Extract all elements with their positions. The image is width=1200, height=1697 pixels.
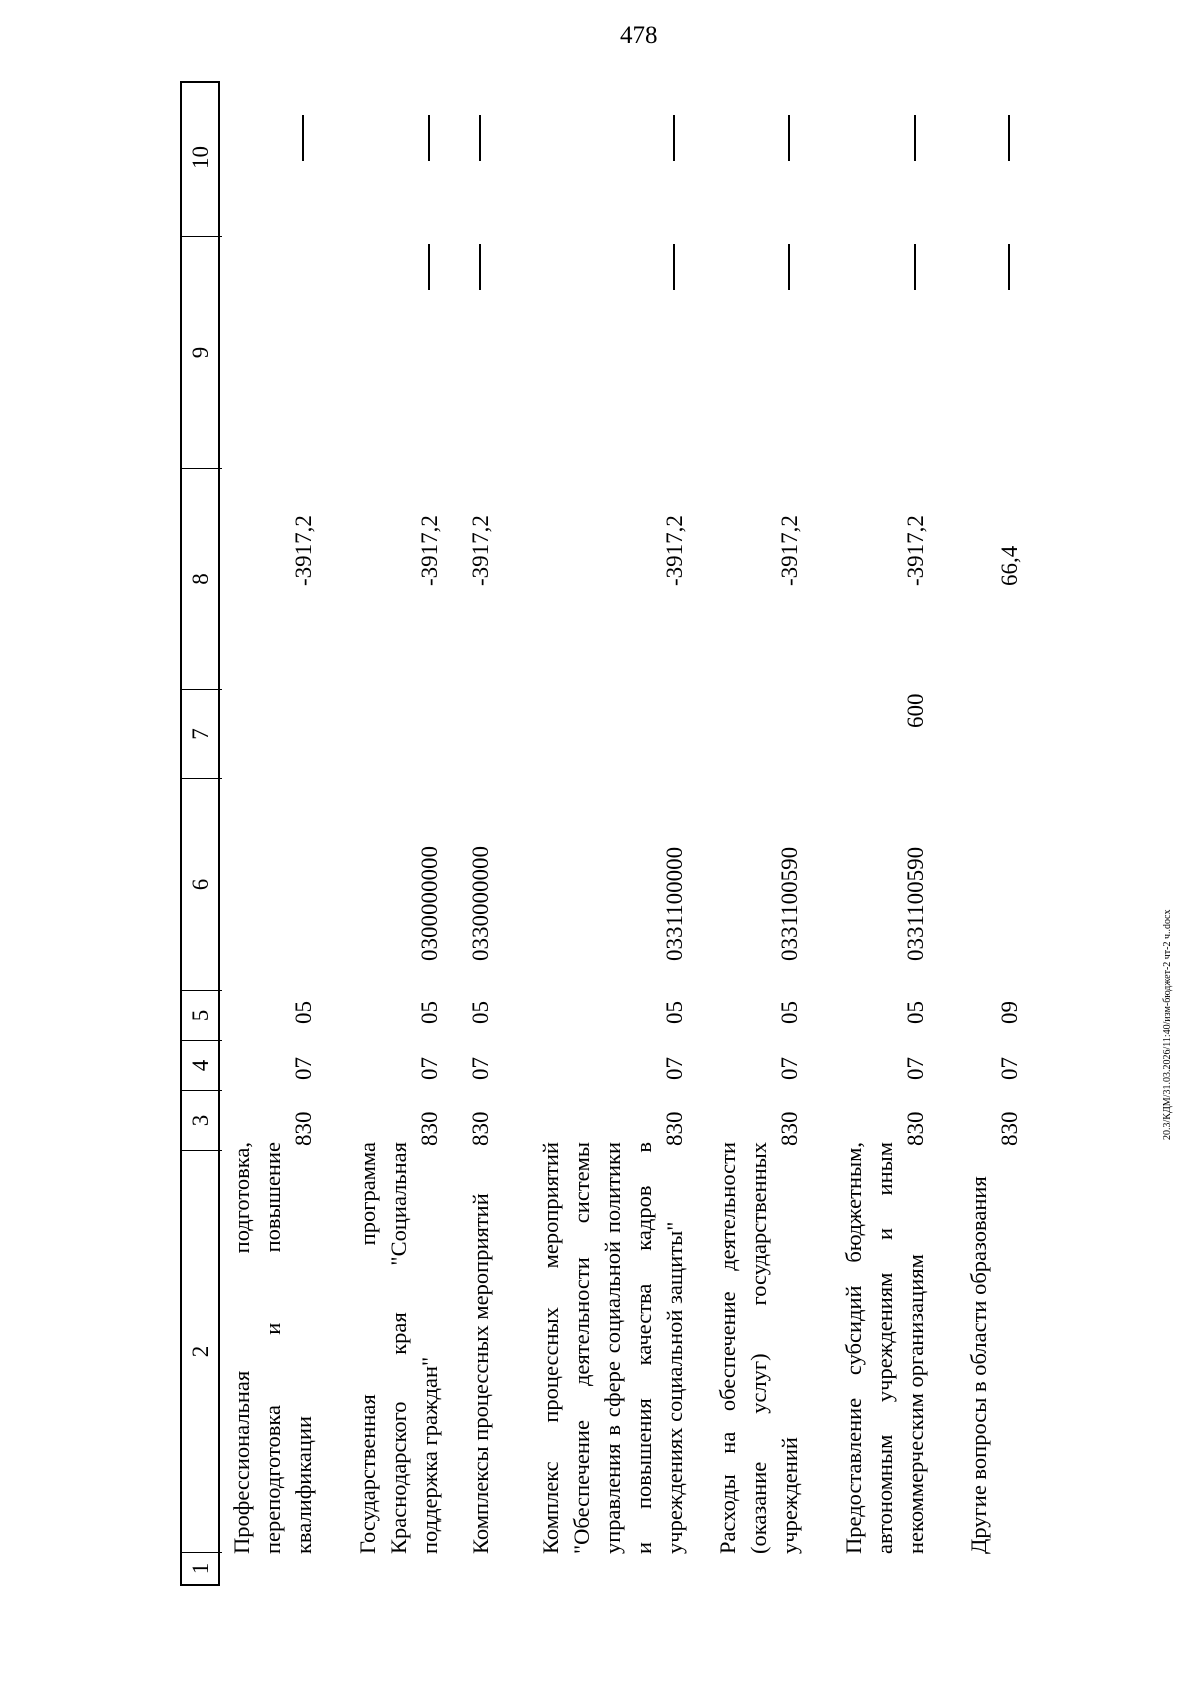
header-col-9: 9 [182, 236, 222, 468]
cell-col-4: 07 [997, 1057, 1022, 1080]
cell-col-9-dash [673, 244, 675, 290]
cell-col-4: 07 [417, 1057, 442, 1080]
cell-col-3: 830 [997, 1111, 1022, 1146]
header-col-8: 8 [182, 468, 222, 689]
cell-col-9-dash [1008, 244, 1010, 290]
cell-col-9-dash [428, 244, 430, 290]
cell-col-10-dash [479, 115, 481, 161]
cell-col-8: -3917,2 [468, 515, 493, 586]
row-name: Государственная программа Краснодарского края "Социальная поддержка граждан" [355, 1142, 442, 1554]
row-name: Профессиональная подготовка, переподготовка и повышение квалификации [229, 1142, 316, 1554]
cell-col-9-dash [479, 244, 481, 290]
cell-col-6: 0331100000 [662, 846, 687, 961]
row-name: Комплекс процессных мероприятий "Обеспечение деятельности системы управления в сфере социальной политики и повышения качества кадров в учреждениях социальной защиты" [538, 1142, 687, 1554]
cell-col-8: -3917,2 [417, 515, 442, 586]
header-col-1: 1 [182, 1552, 222, 1584]
cell-col-3: 830 [662, 1111, 687, 1146]
cell-col-6: 0331100590 [903, 846, 928, 961]
cell-col-9-dash [914, 244, 916, 290]
header-col-4: 4 [182, 1040, 222, 1090]
cell-col-3: 830 [468, 1111, 493, 1146]
cell-col-5: 09 [997, 1001, 1022, 1024]
page-number: 478 [620, 22, 658, 49]
cell-col-3: 830 [777, 1111, 802, 1146]
cell-col-5: 05 [291, 1001, 316, 1024]
cell-col-7: 600 [903, 693, 928, 728]
cell-col-8: -3917,2 [662, 515, 687, 586]
cell-col-4: 07 [662, 1057, 687, 1080]
cell-col-10-dash [788, 115, 790, 161]
cell-col-3: 830 [417, 1111, 442, 1146]
cell-col-5: 05 [903, 1001, 928, 1024]
header-col-7: 7 [182, 689, 222, 778]
cell-col-4: 07 [468, 1057, 493, 1080]
cell-col-4: 07 [903, 1057, 928, 1080]
row-name: Комплексы процессных мероприятий [468, 1193, 493, 1554]
cell-col-10-dash [1008, 115, 1010, 161]
row-name: Другие вопросы в области образования [966, 1176, 991, 1554]
cell-col-10-dash [673, 115, 675, 161]
cell-col-3: 830 [291, 1111, 316, 1146]
cell-col-9-dash [788, 244, 790, 290]
cell-col-5: 05 [417, 1001, 442, 1024]
cell-col-8: -3917,2 [903, 515, 928, 586]
header-col-2: 2 [182, 1150, 222, 1552]
table-header [180, 81, 220, 1586]
footer-file-path: 20.3/КДМ/31.03.2026/11:40/изм-бюджет-2 чт-2 ч..docx [1162, 909, 1173, 1140]
cell-col-4: 07 [777, 1057, 802, 1080]
header-col-3: 3 [182, 1090, 222, 1150]
cell-col-5: 05 [777, 1001, 802, 1024]
header-col-10: 10 [188, 146, 213, 169]
cell-col-6: 0331100590 [777, 846, 802, 961]
cell-col-6: 0330000000 [468, 846, 493, 961]
cell-col-8: -3917,2 [291, 515, 316, 586]
row-name: Предоставление субсидий бюджетным, автономным учреждениям и иным некоммерческим организациям [841, 1142, 928, 1554]
header-col-6: 6 [182, 778, 222, 990]
cell-col-4: 07 [291, 1057, 316, 1080]
cell-col-10-dash [428, 115, 430, 161]
budget-table [180, 76, 1135, 1586]
cell-col-5: 05 [662, 1001, 687, 1024]
cell-col-10-dash [914, 115, 916, 161]
cell-col-8: -3917,2 [777, 515, 802, 586]
cell-col-8: 66,4 [997, 545, 1022, 586]
cell-col-3: 830 [903, 1111, 928, 1146]
row-name: Расходы на обеспечение деятельности (оказание услуг) государственных учреждений [715, 1142, 802, 1554]
cell-col-10-dash [302, 115, 304, 161]
cell-col-6: 0300000000 [417, 846, 442, 961]
cell-col-5: 05 [468, 1001, 493, 1024]
header-col-5: 5 [182, 990, 222, 1040]
